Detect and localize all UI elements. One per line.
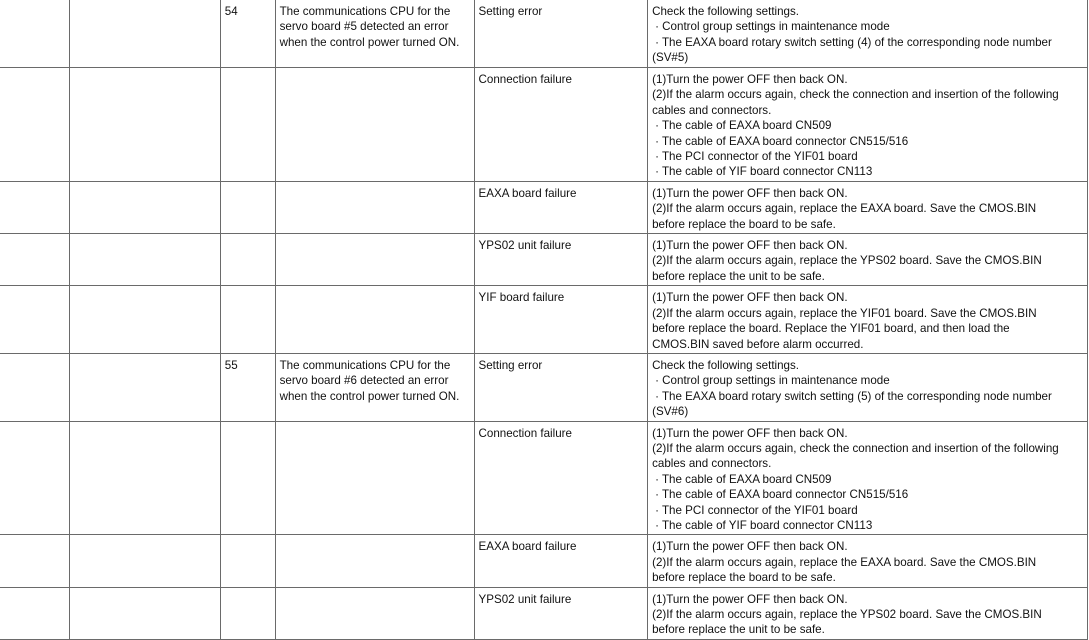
cause-text: YIF board failure <box>478 291 565 305</box>
alarm-number-cell <box>220 0 275 68</box>
empty-cell <box>69 181 220 233</box>
alarm-description-cell <box>275 0 474 68</box>
remedy-line: · The cable of EAXA board CN509 <box>655 472 832 486</box>
remedy-line: · Control group settings in maintenance mode <box>655 20 890 34</box>
cause-cell <box>474 535 648 587</box>
remedy-line: · The EAXA board rotary switch setting (5) of the corresponding node number <box>655 389 1052 403</box>
remedy-line: before replace the board to be safe. <box>652 571 836 585</box>
remedy-line: CMOS.BIN saved before alarm occurred. <box>652 337 864 351</box>
remedy-line: (1)Turn the power OFF then back ON. <box>652 291 848 305</box>
remedy-line: (1)Turn the power OFF then back ON. <box>652 239 848 253</box>
remedy-line: (2)If the alarm occurs again, check the connection and insertion of the following <box>652 441 1059 455</box>
cause-cell <box>474 286 648 354</box>
remedy-line: (1)Turn the power OFF then back ON. <box>652 73 848 86</box>
remedy-line: cables and connectors. <box>652 103 772 117</box>
empty-cell <box>0 286 69 354</box>
remedy-line: cables and connectors. <box>652 457 772 471</box>
remedy-line: Check the following settings. <box>652 358 800 372</box>
cause-text: Setting error <box>478 358 543 372</box>
alarm-number-cell <box>220 181 275 233</box>
remedy-line: (2)If the alarm occurs again, replace the EAXA board. Save the CMOS.BIN <box>652 555 1037 569</box>
alarm-description-cell <box>275 587 474 639</box>
table-row <box>0 421 1088 535</box>
alarm-number: 54 <box>224 5 238 18</box>
empty-cell <box>0 68 69 182</box>
remedy-cell <box>648 286 1088 354</box>
alarm-number-cell <box>220 421 275 535</box>
remedy-line: · The cable of EAXA board CN509 <box>655 119 832 133</box>
alarm-description-cell <box>275 535 474 587</box>
table-row <box>0 353 1088 421</box>
remedy-line: (1)Turn the power OFF then back ON. <box>652 426 848 440</box>
cause-cell <box>474 587 648 639</box>
description-line: when the control power turned ON. <box>279 389 460 403</box>
empty-cell <box>69 68 220 182</box>
empty-cell <box>69 535 220 587</box>
description-line: The communications CPU for the <box>279 358 451 372</box>
empty-cell <box>0 535 69 587</box>
description-line: The communications CPU for the <box>279 5 451 18</box>
remedy-line: (2)If the alarm occurs again, check the connection and insertion of the following <box>652 88 1059 102</box>
cause-text: YPS02 unit failure <box>478 592 572 606</box>
remedy-line: · The cable of YIF board connector CN113 <box>655 165 873 179</box>
cause-text: YPS02 unit failure <box>478 239 572 253</box>
remedy-line: · The cable of YIF board connector CN113 <box>655 518 873 532</box>
remedy-cell <box>648 587 1088 639</box>
alarm-number-cell <box>220 535 275 587</box>
alarm-description-cell <box>275 181 474 233</box>
remedy-cell <box>648 234 1088 286</box>
alarm-description-cell <box>275 286 474 354</box>
remedy-line: (1)Turn the power OFF then back ON. <box>652 592 848 606</box>
remedy-line: · The PCI connector of the YIF01 board <box>655 503 858 517</box>
cause-text: Connection failure <box>478 426 572 440</box>
table-row <box>0 234 1088 286</box>
table-row <box>0 286 1088 354</box>
cause-text: EAXA board failure <box>478 186 577 200</box>
remedy-line: (2)If the alarm occurs again, replace the YIF01 board. Save the CMOS.BIN <box>652 306 1037 320</box>
empty-cell <box>0 587 69 639</box>
remedy-line: before replace the unit to be safe. <box>652 269 825 283</box>
table-row <box>0 181 1088 233</box>
alarm-number-cell <box>220 353 275 421</box>
cause-text: EAXA board failure <box>478 540 577 554</box>
empty-cell <box>69 587 220 639</box>
remedy-line: before replace the unit to be safe. <box>652 623 825 637</box>
alarm-number-cell <box>220 587 275 639</box>
alarm-description-cell <box>275 353 474 421</box>
description-line: servo board #5 detected an error <box>279 20 449 34</box>
remedy-line: · Control group settings in maintenance mode <box>655 374 890 388</box>
remedy-line: · The cable of EAXA board connector CN515/516 <box>655 134 909 148</box>
remedy-cell <box>648 421 1088 535</box>
remedy-cell <box>648 68 1088 182</box>
remedy-line: (2)If the alarm occurs again, replace the YPS02 board. Save the CMOS.BIN <box>652 254 1042 268</box>
empty-cell <box>69 353 220 421</box>
table-row <box>0 587 1088 639</box>
empty-cell <box>0 181 69 233</box>
table-row <box>0 535 1088 587</box>
description-line: servo board #6 detected an error <box>279 374 449 388</box>
alarm-number-cell <box>220 286 275 354</box>
remedy-cell <box>648 535 1088 587</box>
remedy-cell <box>648 0 1088 68</box>
remedy-line: (1)Turn the power OFF then back ON. <box>652 540 848 554</box>
cause-cell <box>474 353 648 421</box>
empty-cell <box>0 234 69 286</box>
cause-cell <box>474 421 648 535</box>
remedy-line: before replace the board to be safe. <box>652 217 836 231</box>
cause-cell <box>474 68 648 182</box>
alarm-number-cell <box>220 234 275 286</box>
alarm-number-cell <box>220 68 275 182</box>
alarm-description-cell <box>275 421 474 535</box>
empty-cell <box>0 421 69 535</box>
remedy-line: before replace the board. Replace the YIF01 board, and then load the <box>652 322 1010 336</box>
remedy-line: (2)If the alarm occurs again, replace the YPS02 board. Save the CMOS.BIN <box>652 608 1042 621</box>
remedy-line: Check the following settings. <box>652 5 800 18</box>
remedy-line: (2)If the alarm occurs again, replace the EAXA board. Save the CMOS.BIN <box>652 202 1037 216</box>
remedy-line: (1)Turn the power OFF then back ON. <box>652 186 848 200</box>
empty-cell <box>69 421 220 535</box>
table-row <box>0 68 1088 182</box>
empty-cell <box>0 0 69 68</box>
empty-cell <box>0 353 69 421</box>
remedy-line: · The PCI connector of the YIF01 board <box>655 150 858 164</box>
alarm-description-cell <box>275 68 474 182</box>
remedy-line: (SV#5) <box>652 51 689 65</box>
empty-cell <box>69 234 220 286</box>
remedy-line: · The EAXA board rotary switch setting (4) of the corresponding node number <box>655 35 1052 49</box>
alarm-number: 55 <box>224 358 238 372</box>
table-row <box>0 0 1088 68</box>
remedy-cell <box>648 181 1088 233</box>
empty-cell <box>69 0 220 68</box>
empty-cell <box>69 286 220 354</box>
remedy-line: (SV#6) <box>652 405 689 419</box>
remedy-cell <box>648 353 1088 421</box>
cause-text: Setting error <box>478 5 543 18</box>
description-line: when the control power turned ON. <box>279 35 460 49</box>
cause-text: Connection failure <box>478 73 572 86</box>
alarm-description-cell <box>275 234 474 286</box>
cause-cell <box>474 181 648 233</box>
cause-cell <box>474 234 648 286</box>
remedy-line: · The cable of EAXA board connector CN515/516 <box>655 488 909 502</box>
cause-cell <box>474 0 648 68</box>
